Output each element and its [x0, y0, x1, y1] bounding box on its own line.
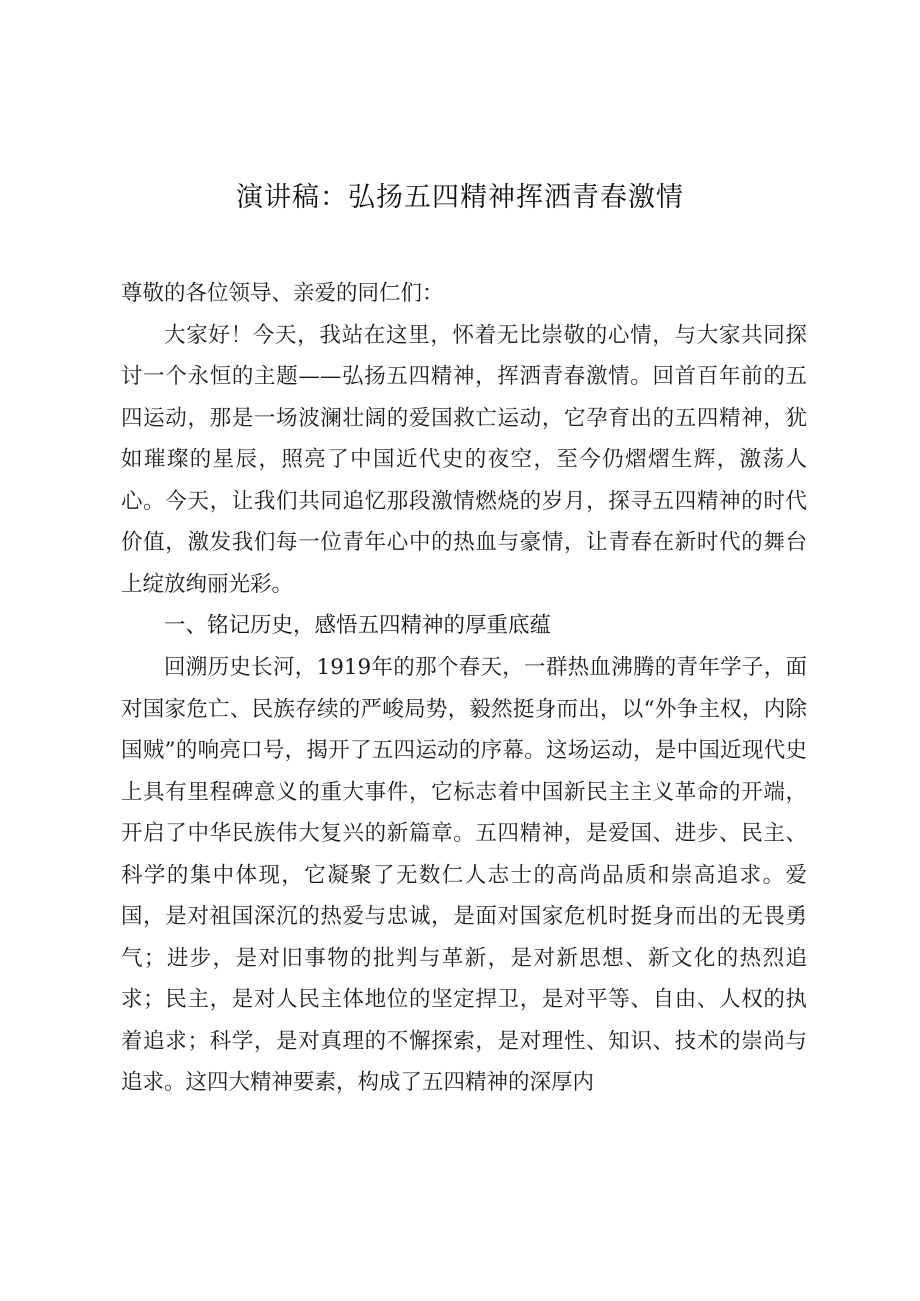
section-1-heading: 一、铭记历史，感悟五四精神的厚重底蕴 [164, 613, 552, 638]
salutation: 尊敬的各位领导、亲爱的同仁们： [121, 281, 444, 306]
document-title: 演讲稿：弘扬五四精神挥洒青春激情 [236, 182, 684, 213]
document-body [121, 273, 807, 1104]
section-1-paragraph: 回溯历史长河，1919年的那个春天，一群热血沸腾的青年学子，面对国家危亡、民族存续的严峻局势，毅然挺身而出，以“外争主权，内除国贼”的响亮口号，揭开了五四运动的序幕。这场运动，是中国近现代史上具有里程碑意义的重大事件，它标志着中国新民主主义革命的开端，开启了中华民族伟大复兴的新篇章。五四精神，是爱国、进步、民主、科学的集中体现，它凝聚了无数仁人志士的高尚品质和崇高追求。爱国，是对祖国深沉的热爱与忠诚，是面对国家危机时挺身而出的无畏勇气；进步，是对旧事物的批判与革新，是对新思想、新文化的热烈追求；民主，是对人民主体地位的坚定捍卫，是对平等、自由、人权的执着追求；科学，是对真理的不懈探索，是对理性、知识、技术的崇尚与追求。这四大精神要素，构成了五四精神的深厚内 [121, 655, 807, 1095]
intro-paragraph: 大家好！今天，我站在这里，怀着无比崇敬的心情，与大家共同探讨一个永恒的主题——弘扬五四精神，挥洒青春激情。回首百年前的五四运动，那是一场波澜壮阔的爱国救亡运动，它孕育出的五四精神，犹如璀璨的星辰，照亮了中国近代史的夜空，至今仍熠熠生辉，激荡人心。今天，让我们共同追忆那段激情燃烧的岁月，探寻五四精神的时代价值，激发我们每一位青年心中的热血与豪情，让青春在新时代的舞台上绽放绚丽光彩。 [121, 322, 807, 597]
